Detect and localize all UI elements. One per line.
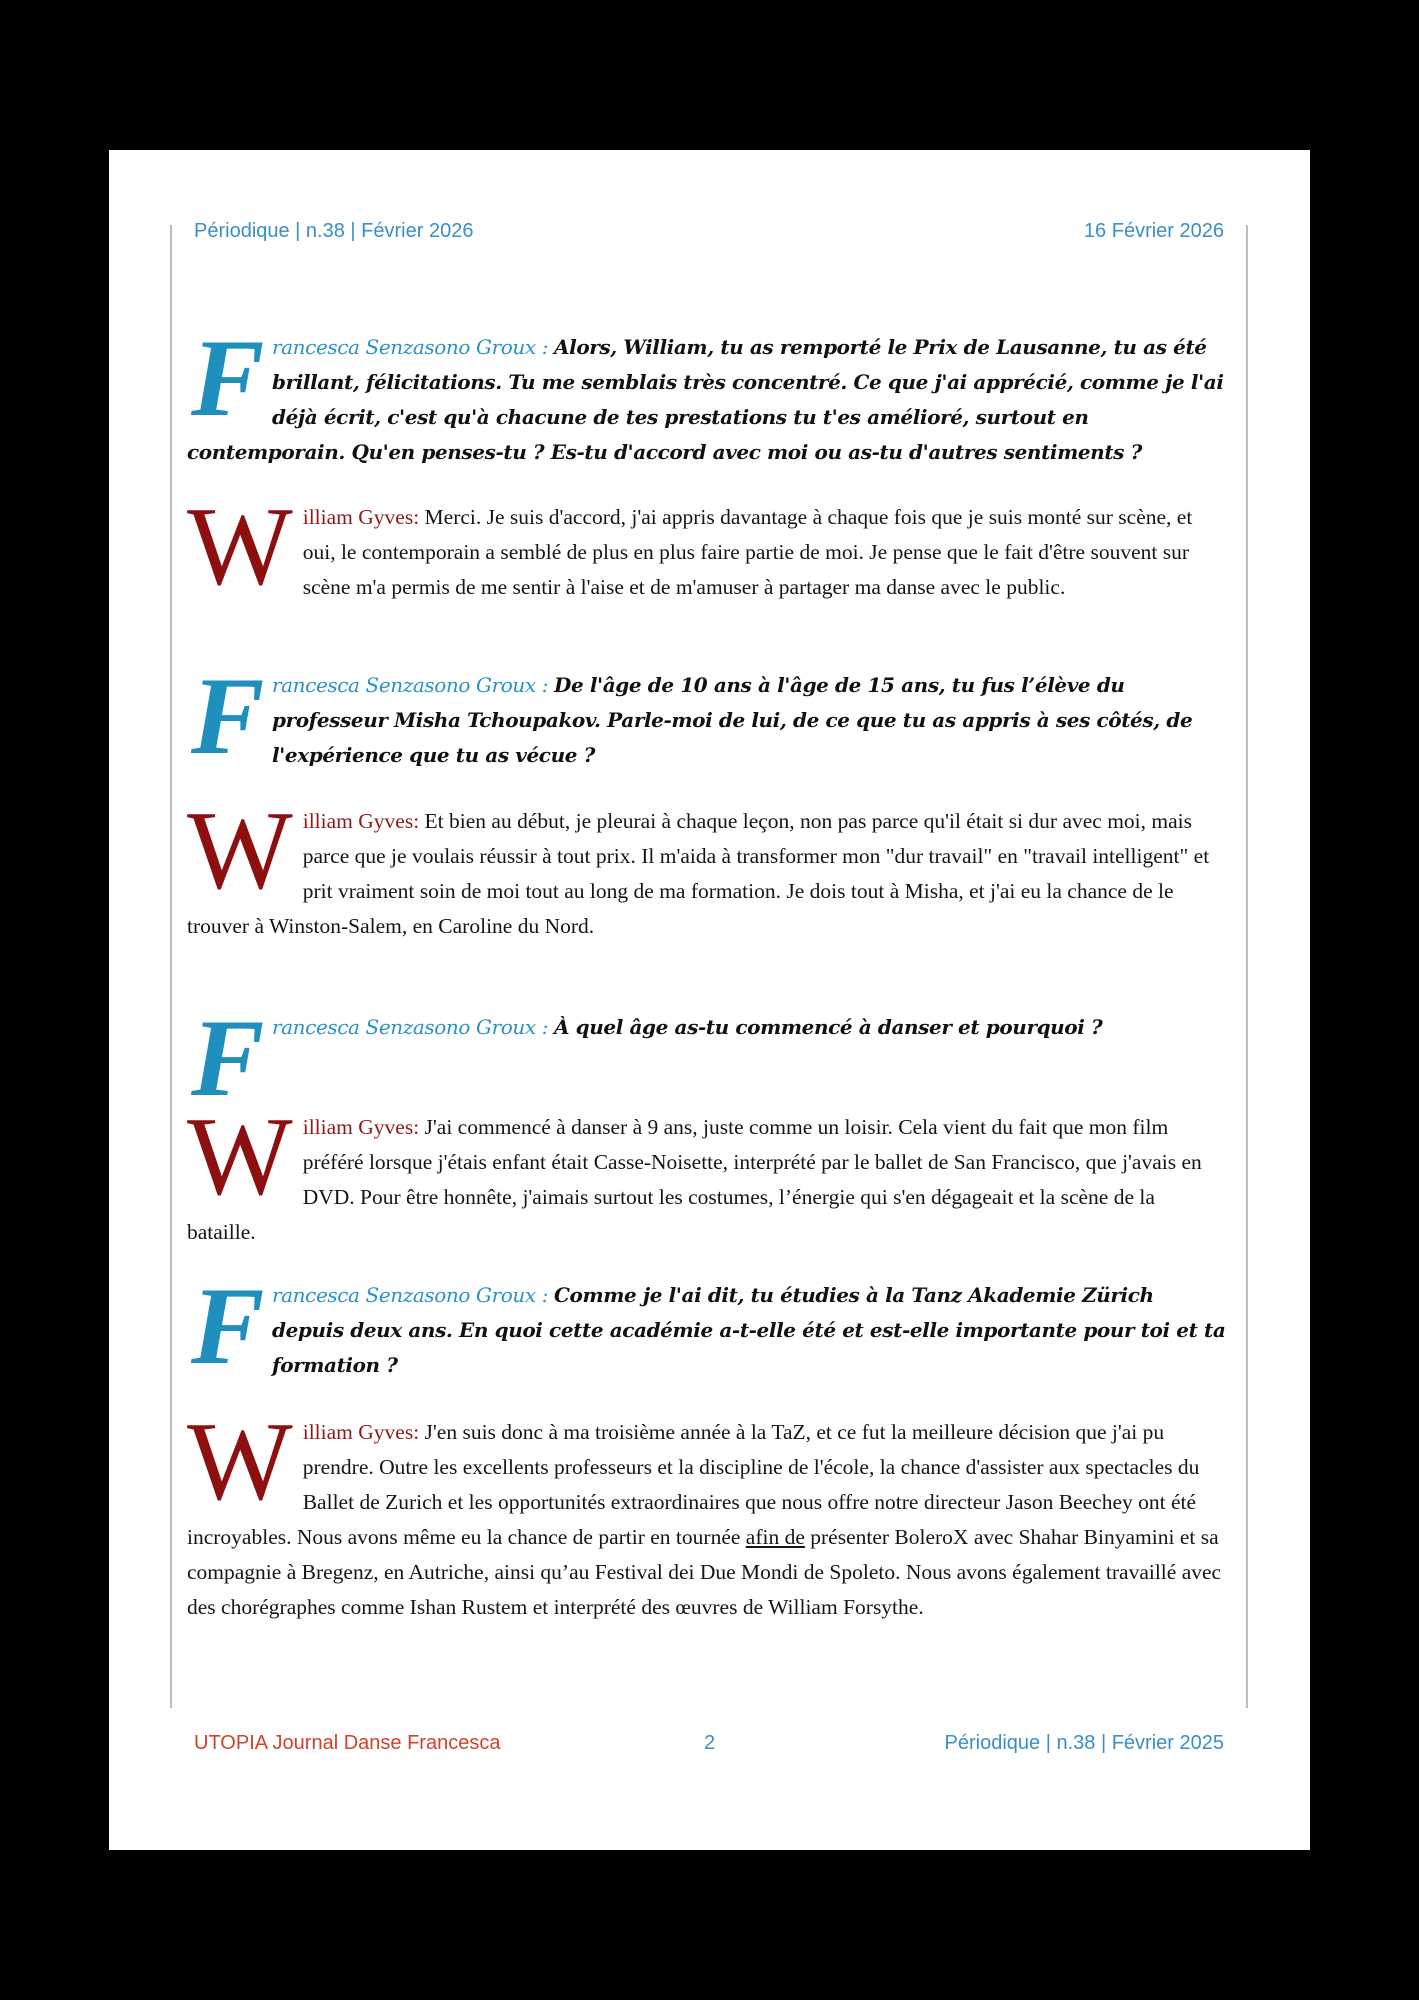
answer-text-end: présenter BoleroX avec Shahar Binyamini et sa compagnie à Bregenz, en Autriche, ainsi qu’au Festival dei Due Mondi de Spoleto. Nous avons également travaillé avec des chorégraphes comme Ishan Rustem et interprété des œuvres de William Forsythe. [187, 1525, 1222, 1619]
answer-2 [187, 789, 1227, 944]
dropcap-f: F [191, 655, 264, 777]
speaker-interviewer: rancesca Senzasono Groux : [271, 1283, 554, 1307]
footer-page-number: 2 [704, 1732, 716, 1754]
question-4 [187, 1265, 1227, 1387]
footer-journal-name: UTOPIA Journal Danse Francesca [194, 1732, 501, 1754]
dropcap-w: W [187, 789, 293, 913]
answer-text: J'ai commencé à danser à 9 ans, juste comme un loisir. Cela vient du fait que mon film préféré lorsque j'étais enfant était Casse-Noisette, interprété par le ballet de San Francisco, que j'avais en DVD. Pour être honnête, j'aimais surtout les costumes, l’énergie qui s'en dégageait et la scène de la bataille. [187, 1115, 1202, 1244]
dropcap-f: F [191, 317, 264, 439]
question-text: À quel âge as-tu commencé à danser et pourquoi ? [554, 1015, 1103, 1039]
question-3 [187, 997, 1227, 1119]
document-page [109, 150, 1310, 1850]
question-text: Alors, William, tu as remporté le Prix de Lausanne, tu as été brillant, félicitations. Tu me semblais très concentré. Ce que j'ai apprécié, comme je l'ai déjà écrit, c'est qu'à chacune de tes prestations tu t'es amélioré, surtout en contemporain. Qu'en penses-tu ? Es-tu d'accord avec moi ou as-tu d'autres sentiments ? [187, 335, 1224, 464]
answer-text: Et bien au début, je pleurai à chaque leçon, non pas parce qu'il était si dur avec moi, mais parce que je voulais réussir à tout prix. Il m'aida à transformer mon "dur travail" en "travail intelligent" et prit vraiment soin de moi tout au long de ma formation. Je dois tout à Misha, et j'ai eu la chance de le trouver à Winston-Salem, en Caroline du Nord. [187, 809, 1210, 938]
answer-1 [187, 485, 1227, 609]
speaker-interviewee: illiam Gyves: [302, 505, 425, 529]
dropcap-w: W [187, 1095, 293, 1219]
speaker-interviewer: rancesca Senzasono Groux : [271, 335, 554, 359]
answer-3 [187, 1095, 1227, 1250]
dropcap-w: W [187, 485, 293, 609]
question-1 [187, 317, 1227, 470]
right-margin-rule [1246, 225, 1248, 1708]
dropcap-w: W [187, 1400, 293, 1524]
speaker-interviewer: rancesca Senzasono Groux : [271, 1015, 554, 1039]
header-periodical: Périodique | n.38 | Février 2026 [194, 220, 474, 242]
speaker-interviewee: illiam Gyves: [302, 1115, 425, 1139]
dropcap-f: F [191, 1265, 264, 1387]
question-text: Comme je l'ai dit, tu étudies à la Tanz Akademie Zürich depuis deux ans. En quoi cette académie a-t-elle été et est-elle importante pour toi et ta formation ? [271, 1283, 1226, 1377]
underlined-phrase: afin de [745, 1525, 805, 1549]
answer-text: J'en suis donc à ma troisième année à la TaZ, et ce fut la meilleure décision que j'ai pu prendre. Outre les excellents professeurs et la discipline de l'école, la chance d'assister aux spectacles du Ballet de Zurich et les opportunités extraordinaires que nous offre notre directeur Jason Beechey ont été incroyables. Nous avons même eu la chance de partir en tournée [187, 1420, 1200, 1549]
header-date: 16 Février 2026 [1083, 220, 1224, 242]
footer-periodical: Périodique | n.38 | Février 2025 [944, 1732, 1224, 1754]
dropcap-f: F [191, 997, 264, 1119]
answer-text: Merci. Je suis d'accord, j'ai appris davantage à chaque fois que je suis monté sur scène, et oui, le contemporain a semblé de plus en plus faire partie de moi. Je pense que le fait d'être souvent sur scène m'a permis de me sentir à l'aise et de m'amuser à partager ma danse avec le public. [302, 505, 1193, 599]
question-2 [187, 655, 1227, 777]
question-text: De l'âge de 10 ans à l'âge de 15 ans, tu fus l’élève du professeur Misha Tchoupakov. Parle-moi de lui, de ce que tu as appris à ses côtés, de l'expérience que tu as vécue ? [271, 673, 1193, 767]
speaker-interviewee: illiam Gyves: [302, 1420, 425, 1444]
answer-4 [187, 1400, 1227, 1625]
speaker-interviewee: illiam Gyves: [302, 809, 425, 833]
left-margin-rule [170, 225, 172, 1708]
speaker-interviewer: rancesca Senzasono Groux : [271, 673, 554, 697]
